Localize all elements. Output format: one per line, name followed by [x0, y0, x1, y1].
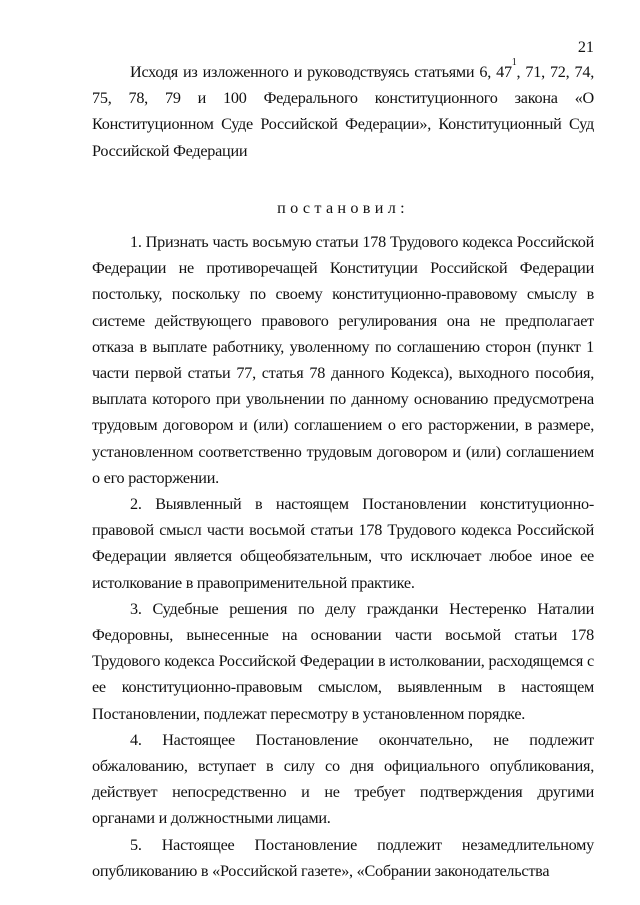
intro-text-end: , 71, 72, 74, 75, 78, 79 и 100 Федерального конституционного закона «О Конституционном Суде Российской Федерации», Конституционный Суд Российской Федерации	[92, 63, 595, 160]
decision-items	[92, 229, 594, 884]
decision-item-3: 3. Судебные решения по делу гражданки Нестеренко Наталии Федоровны, вынесенные на основании части восьмой статьи 178 Трудового кодекса Российской Федерации в истолковании, расходящемся с ее конституционно-правовым смыслом, выявленным в настоящем Постановлении, подлежат пересмотру в установленном порядке.	[92, 599, 594, 723]
intro-text-start: Исходя из изложенного и руководствуясь статьями 6, 47	[130, 63, 512, 81]
page-number: 21	[577, 38, 594, 56]
decision-item-2: 2. Выявленный в настоящем Постановлении конституционно-правовой смысл части восьмой статьи 178 Трудового кодекса Российской Федерации является общеобязательным, что исключает любое иное ее истолкование в правоприменительной практике.	[92, 495, 594, 592]
intro-paragraph	[92, 56, 595, 164]
article-superscript: 1	[511, 56, 517, 68]
decision-item-5: 5. Настоящее Постановление подлежит незамедлительному опубликованию в «Российской газете», «Собрании законодательства	[92, 835, 594, 880]
decree-heading: постановил:	[277, 198, 409, 217]
decision-item-1: 1. Признать часть восьмую статьи 178 Трудового кодекса Российской Федерации не противоречащей Конституции Российской Федерации постольку, поскольку по своему конституционно-правовому смыслу в системе действующего правового регулирования она не предполагает отказа в выплате работнику, уволенному по соглашению сторон (пункт 1 части первой статьи 77, статья 78 данного Кодекса), выходного пособия, выплата которого при увольнении по данному основанию предусмотрена трудовым договором и (или) соглашением о его расторжении, в размере, установленном соответственно трудовым договором и (или) соглашением о его расторжении.	[92, 233, 594, 487]
document-body	[92, 56, 595, 884]
spacer	[92, 164, 594, 187]
decision-item-4: 4. Настоящее Постановление окончательно, не подлежит обжалованию, вступает в силу со дня официального опубликования, действует непосредственно и не требует подтверждения другими органами и должностными лицами.	[92, 730, 594, 828]
